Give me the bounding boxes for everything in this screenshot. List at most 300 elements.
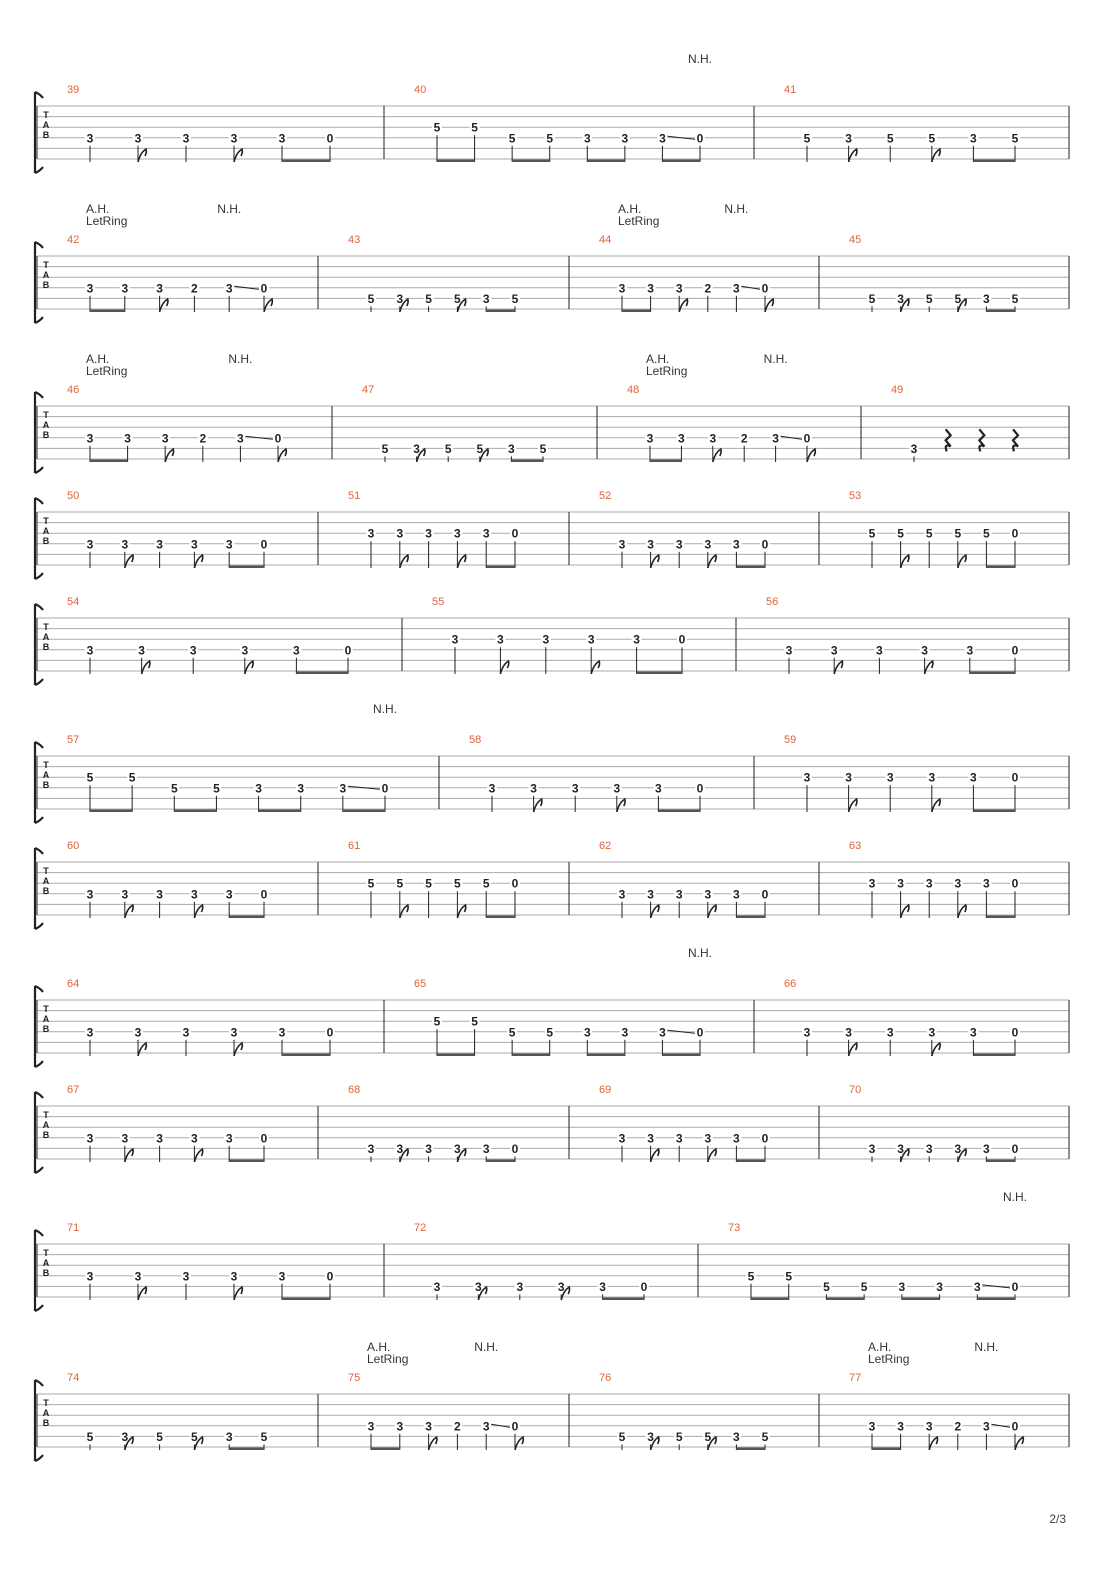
fret-number: 3 — [970, 770, 977, 785]
fret-number: 3 — [241, 643, 249, 658]
beam — [437, 1054, 475, 1057]
tab-clef-letter: A — [42, 876, 50, 886]
fret-number: 3 — [367, 1141, 375, 1156]
fret-number: 3 — [454, 526, 461, 541]
let-ring-label: LetRing — [86, 214, 128, 228]
measure-number: 40 — [414, 84, 427, 96]
eighth-flag — [849, 149, 857, 162]
measure-number: 46 — [67, 384, 80, 396]
fret-number: 5 — [367, 291, 375, 306]
beam — [970, 672, 1015, 675]
eighth-flag — [1015, 1437, 1023, 1450]
fret-number: 3 — [983, 291, 990, 306]
fret-number: 3 — [293, 643, 300, 658]
measure-number: 48 — [627, 384, 640, 396]
fret-number: 3 — [613, 781, 621, 796]
fret-number: 5 — [482, 876, 490, 891]
beam — [986, 916, 1015, 919]
beam — [986, 566, 1015, 569]
fret-number: 3 — [396, 1419, 404, 1434]
measure-number: 55 — [432, 596, 445, 608]
fret-number: 3 — [936, 1279, 943, 1294]
eighth-flag — [264, 299, 272, 312]
fret-number: 3 — [868, 876, 876, 891]
fret-number: 3 — [530, 781, 537, 796]
tab-clef-letter: T — [43, 622, 49, 632]
beam — [587, 1054, 625, 1057]
measure-number: 57 — [67, 734, 80, 746]
fret-number: 0 — [511, 526, 519, 541]
fret-number: 0 — [1011, 876, 1019, 891]
fret-number: 0 — [326, 1269, 334, 1284]
fret-number: 3 — [255, 781, 262, 796]
artificial-harmonic-label: A.H. — [646, 352, 670, 366]
tab-clef-letter: B — [42, 280, 50, 290]
eighth-flag — [651, 555, 659, 568]
fret-number: 3 — [921, 643, 928, 658]
beam — [751, 1298, 789, 1301]
fret-number: 3 — [785, 643, 793, 658]
natural-harmonic-label: N.H. — [688, 946, 712, 960]
fret-number: 5 — [170, 781, 178, 796]
eighth-flag — [165, 449, 173, 462]
fret-number: 0 — [1011, 526, 1019, 541]
fret-number: 3 — [621, 131, 629, 146]
fret-number: 3 — [868, 1419, 876, 1434]
measure-number: 64 — [67, 978, 80, 990]
fret-number: 0 — [1011, 770, 1019, 785]
eighth-flag — [849, 1043, 857, 1056]
fret-number: 3 — [583, 1025, 591, 1040]
fret-number: 3 — [225, 887, 233, 902]
fret-number: 3 — [583, 131, 591, 146]
fret-number: 3 — [557, 1279, 565, 1294]
fret-number: 3 — [898, 1279, 906, 1294]
beam — [736, 566, 765, 569]
fret-number: 5 — [86, 1429, 94, 1444]
measure-number: 49 — [891, 384, 904, 396]
fret-number: 5 — [471, 120, 478, 135]
fret-number: 5 — [704, 1429, 712, 1444]
eighth-flag — [708, 555, 716, 568]
measure-number: 70 — [849, 1084, 862, 1096]
fret-number: 3 — [425, 1419, 432, 1434]
fret-number: 3 — [733, 887, 740, 902]
fret-number: 0 — [761, 1131, 769, 1146]
fret-number: 3 — [954, 1141, 962, 1156]
fret-number: 3 — [134, 1269, 142, 1284]
fret-number: 5 — [1011, 291, 1019, 306]
let-ring-label: LetRing — [646, 364, 688, 378]
natural-harmonic-label: N.H. — [688, 52, 712, 66]
eighth-flag — [807, 449, 815, 462]
fret-number: 3 — [845, 1025, 852, 1040]
fret-number: 5 — [425, 291, 432, 306]
fret-number: 3 — [925, 1141, 933, 1156]
fret-number: 2 — [191, 281, 198, 296]
beam — [229, 1160, 264, 1163]
eighth-flag — [125, 555, 133, 568]
fret-number: 3 — [86, 537, 94, 552]
fret-number: 3 — [396, 526, 404, 541]
fret-number: 3 — [618, 281, 626, 296]
tab-clef-letter: T — [43, 410, 49, 420]
page-number: 2/3 — [1049, 1512, 1066, 1526]
fret-number: 0 — [1011, 1141, 1019, 1156]
fret-number: 3 — [121, 1131, 129, 1146]
measure-number: 71 — [67, 1222, 80, 1234]
tab-clef-letter: B — [42, 130, 50, 140]
fret-number: 3 — [983, 876, 990, 891]
tab-clef-letter: A — [42, 632, 50, 642]
eighth-flag — [457, 905, 465, 918]
eighth-flag — [125, 1149, 133, 1162]
natural-harmonic-label: N.H. — [763, 352, 788, 366]
fret-number: 3 — [647, 1131, 654, 1146]
eighth-flag — [958, 905, 966, 918]
eighth-flag — [849, 799, 857, 812]
fret-number: 3 — [704, 887, 712, 902]
fret-number: 3 — [488, 781, 496, 796]
measure-number: 63 — [849, 840, 862, 852]
fret-number: 3 — [983, 1419, 990, 1434]
fret-number: 3 — [497, 632, 504, 647]
fret-number: 3 — [897, 1141, 904, 1156]
eighth-flag — [534, 799, 542, 812]
eighth-flag — [234, 1043, 242, 1056]
beam — [296, 672, 348, 675]
fret-number: 3 — [230, 1025, 238, 1040]
fret-number: 0 — [640, 1279, 648, 1294]
natural-harmonic-label: N.H. — [217, 202, 242, 216]
fret-number: 3 — [803, 770, 811, 785]
measure-number: 76 — [599, 1372, 612, 1384]
eighth-flag — [901, 555, 909, 568]
fret-number: 3 — [678, 431, 685, 446]
fret-number: 3 — [675, 1131, 683, 1146]
fret-number: 5 — [433, 1014, 441, 1029]
fret-number: 3 — [897, 1419, 904, 1434]
fret-number: 5 — [260, 1429, 268, 1444]
fret-number: 3 — [86, 281, 94, 296]
measure-number: 53 — [849, 490, 862, 502]
fret-number: 5 — [476, 441, 484, 456]
fret-number: 3 — [161, 431, 169, 446]
fret-number: 3 — [182, 131, 190, 146]
fret-number: 3 — [124, 431, 131, 446]
fret-number: 3 — [704, 1131, 712, 1146]
fret-number: 3 — [86, 1131, 94, 1146]
artificial-harmonic-label: A.H. — [367, 1340, 391, 1354]
fret-number: 3 — [508, 441, 515, 456]
eighth-flag — [194, 555, 202, 568]
fret-number: 5 — [381, 441, 389, 456]
fret-number: 3 — [647, 1429, 654, 1444]
tab-clef-letter: B — [42, 642, 50, 652]
fret-number: 3 — [425, 1141, 432, 1156]
eighth-flag — [651, 1149, 659, 1162]
fret-number: 3 — [86, 1025, 94, 1040]
tab-clef-letter: B — [42, 1024, 50, 1034]
measure-number: 44 — [599, 234, 612, 246]
tab-clef-letter: A — [42, 1014, 50, 1024]
beam — [343, 810, 385, 813]
fret-number: 2 — [704, 281, 712, 296]
artificial-harmonic-label: A.H. — [86, 352, 110, 366]
fret-number: 3 — [451, 632, 459, 647]
eighth-flag — [708, 1149, 716, 1162]
eighth-flag — [400, 905, 408, 918]
fret-number: 5 — [546, 131, 554, 146]
beam — [282, 160, 330, 163]
fret-number: 3 — [396, 1141, 404, 1156]
fret-number: 5 — [925, 291, 933, 306]
fret-number: 3 — [454, 1141, 461, 1156]
measure-number: 54 — [67, 596, 80, 608]
fret-number: 3 — [182, 1269, 190, 1284]
fret-number: 3 — [633, 632, 640, 647]
fret-number: 0 — [1011, 643, 1019, 658]
fret-number: 3 — [278, 131, 286, 146]
fret-number: 3 — [138, 643, 145, 658]
fret-number: 3 — [134, 1025, 142, 1040]
fret-number: 3 — [928, 770, 936, 785]
fret-number: 2 — [954, 1419, 962, 1434]
fret-number: 5 — [86, 770, 94, 785]
tab-clef-letter: A — [42, 420, 50, 430]
fret-number: 3 — [868, 1141, 876, 1156]
beam — [587, 160, 625, 163]
fret-number: 3 — [121, 281, 129, 296]
natural-harmonic-label: N.H. — [474, 1340, 499, 1354]
beam — [486, 1160, 515, 1163]
fret-number: 3 — [966, 643, 974, 658]
natural-harmonic-label: N.H. — [724, 202, 749, 216]
measure-number: 56 — [766, 596, 779, 608]
tab-clef-letter: T — [43, 760, 49, 770]
eighth-flag — [617, 799, 625, 812]
beam — [826, 1298, 864, 1301]
eighth-flag — [932, 799, 940, 812]
fret-number: 2 — [199, 431, 207, 446]
tab-clef-letter: A — [42, 770, 50, 780]
eighth-flag — [125, 905, 133, 918]
fret-number: 3 — [954, 876, 962, 891]
fret-number: 5 — [983, 526, 990, 541]
fret-number: 3 — [733, 281, 740, 296]
fret-number: 3 — [709, 431, 717, 446]
fret-number: 3 — [618, 887, 626, 902]
fret-number: 3 — [970, 131, 977, 146]
fret-number: 3 — [189, 643, 197, 658]
measure-number: 41 — [784, 84, 797, 96]
beam — [622, 310, 651, 313]
fret-number: 3 — [225, 1429, 233, 1444]
beam — [662, 1054, 700, 1057]
fret-number: 3 — [599, 1279, 606, 1294]
tab-clef-letter: B — [42, 1130, 50, 1140]
fret-number: 0 — [511, 1141, 519, 1156]
fret-number: 5 — [868, 526, 876, 541]
fret-number: 3 — [830, 643, 838, 658]
fret-number: 3 — [278, 1269, 286, 1284]
fret-number: 3 — [876, 643, 883, 658]
fret-number: 3 — [618, 1131, 626, 1146]
fret-number: 0 — [381, 781, 389, 796]
eighth-flag — [932, 1043, 940, 1056]
fret-number: 3 — [733, 1131, 740, 1146]
fret-number: 3 — [983, 1141, 990, 1156]
fret-number: 0 — [696, 781, 704, 796]
fret-number: 3 — [230, 1269, 238, 1284]
measure-number: 39 — [67, 84, 80, 96]
measure-number: 62 — [599, 840, 612, 852]
eighth-flag — [194, 905, 202, 918]
eighth-flag — [234, 149, 242, 162]
measure-number: 75 — [348, 1372, 361, 1384]
tab-clef-letter: T — [43, 516, 49, 526]
fret-number: 0 — [761, 281, 769, 296]
fret-number: 0 — [1011, 1279, 1019, 1294]
fret-number: 3 — [156, 1131, 163, 1146]
fret-number: 3 — [482, 291, 490, 306]
eighth-flag — [500, 661, 508, 674]
measure-number: 52 — [599, 490, 612, 502]
fret-number: 3 — [425, 526, 432, 541]
fret-number: 3 — [396, 291, 404, 306]
fret-number: 5 — [128, 770, 136, 785]
fret-number: 0 — [761, 887, 769, 902]
tab-clef-letter: T — [43, 1004, 49, 1014]
eighth-flag — [138, 1043, 146, 1056]
tab-clef-letter: B — [42, 536, 50, 546]
fret-number: 3 — [910, 441, 918, 456]
beam — [437, 160, 475, 163]
beam — [486, 916, 515, 919]
beam — [174, 810, 216, 813]
tab-clef-letter: T — [43, 1110, 49, 1120]
let-ring-label: LetRing — [86, 364, 128, 378]
beam — [736, 1160, 765, 1163]
beam — [973, 1054, 1015, 1057]
fret-number: 3 — [845, 770, 852, 785]
fret-number: 3 — [482, 1141, 490, 1156]
beam — [662, 160, 700, 163]
tab-clef-letter: A — [42, 1258, 50, 1268]
fret-number: 3 — [733, 537, 740, 552]
fret-number: 3 — [675, 887, 683, 902]
eighth-flag — [591, 661, 599, 674]
eighth-flag — [194, 1149, 202, 1162]
eighth-flag — [400, 555, 408, 568]
tab-clef-letter: A — [42, 270, 50, 280]
tab-clef-letter: B — [42, 886, 50, 896]
fret-number: 3 — [482, 1419, 490, 1434]
fret-number: 3 — [86, 643, 94, 658]
fret-number: 3 — [339, 781, 347, 796]
fret-number: 3 — [86, 1269, 94, 1284]
fret-number: 5 — [546, 1025, 554, 1040]
beam — [512, 1054, 550, 1057]
beam — [282, 1298, 330, 1301]
eighth-flag — [278, 449, 286, 462]
fret-number: 3 — [367, 1419, 375, 1434]
measure-number: 77 — [849, 1372, 862, 1384]
fret-number: 3 — [772, 431, 779, 446]
measure-number: 66 — [784, 978, 797, 990]
fret-number: 3 — [86, 131, 94, 146]
artificial-harmonic-label: A.H. — [86, 202, 110, 216]
fret-number: 3 — [482, 526, 490, 541]
tab-clef-letter: A — [42, 526, 50, 536]
natural-harmonic-label: N.H. — [974, 1340, 999, 1354]
tab-clef-letter: B — [42, 430, 50, 440]
fret-number: 0 — [274, 431, 282, 446]
fret-number: 0 — [696, 131, 704, 146]
eighth-flag — [245, 661, 253, 674]
eighth-flag — [925, 661, 933, 674]
beam — [229, 1448, 264, 1451]
fret-number: 3 — [230, 131, 238, 146]
fret-number: 3 — [191, 537, 198, 552]
measure-number: 42 — [67, 234, 80, 246]
eighth-flag — [234, 1287, 242, 1300]
fret-number: 3 — [297, 781, 305, 796]
fret-number: 5 — [367, 876, 375, 891]
tab-clef-letter: B — [42, 1268, 50, 1278]
beam — [512, 160, 550, 163]
measure-number: 47 — [362, 384, 375, 396]
eighth-flag — [929, 1437, 937, 1450]
fret-number: 5 — [803, 131, 811, 146]
eighth-flag — [651, 905, 659, 918]
eighth-flag — [679, 299, 687, 312]
fret-number: 5 — [425, 876, 432, 891]
fret-number: 5 — [785, 1269, 793, 1284]
fret-number: 0 — [696, 1025, 704, 1040]
tab-clef-letter: T — [43, 1398, 49, 1408]
measure-number: 65 — [414, 978, 427, 990]
beam — [486, 310, 515, 313]
beam — [282, 1054, 330, 1057]
measure-number: 68 — [348, 1084, 361, 1096]
tab-clef-letter: T — [43, 110, 49, 120]
fret-number: 3 — [704, 537, 712, 552]
fret-number: 3 — [647, 537, 654, 552]
fret-number: 5 — [954, 291, 962, 306]
beam — [650, 460, 681, 463]
fret-number: 3 — [86, 431, 94, 446]
beam — [259, 810, 301, 813]
measure-number: 73 — [728, 1222, 741, 1234]
fret-number: 3 — [225, 281, 233, 296]
eighth-flag — [958, 555, 966, 568]
fret-number: 3 — [156, 887, 163, 902]
beam — [977, 1298, 1015, 1301]
fret-number: 3 — [182, 1025, 190, 1040]
fret-number: 5 — [433, 120, 441, 135]
fret-number: 5 — [761, 1429, 769, 1444]
fret-number: 5 — [1011, 131, 1019, 146]
fret-number: 3 — [646, 431, 654, 446]
fret-number: 5 — [886, 131, 894, 146]
fret-number: 5 — [823, 1279, 830, 1294]
beam — [486, 566, 515, 569]
fret-number: 3 — [237, 431, 244, 446]
artificial-harmonic-label: A.H. — [868, 1340, 892, 1354]
measure-number: 60 — [67, 840, 80, 852]
fret-number: 3 — [973, 1279, 981, 1294]
